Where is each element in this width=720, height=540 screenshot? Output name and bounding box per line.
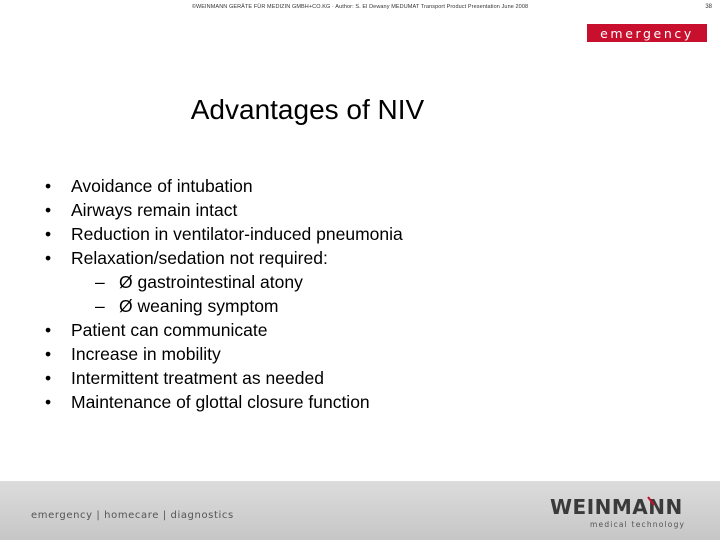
bullet-item [0,222,700,246]
bullet-marker: • [45,344,52,364]
sub-bullet-item [0,294,700,318]
bullet-marker: • [45,224,52,244]
bullet-item [0,246,700,270]
bullet-text: Intermittent treatment as needed [71,368,324,388]
bullet-marker: • [45,320,52,340]
footer-bar [0,481,720,540]
logo-wordmark: WEINMANN [550,495,683,519]
bullet-item [0,342,700,366]
bullet-text: Maintenance of glottal closure function [71,392,370,412]
bullet-list [0,174,700,414]
sub-bullet-item [0,270,700,294]
bullet-text: Relaxation/sedation not required: [71,248,328,268]
logo-tagline: medical technology [590,520,686,529]
bullet-item [0,390,700,414]
bullet-marker: • [45,200,52,220]
bullet-text: Avoidance of intubation [71,176,253,196]
brand-badge: emergency [587,24,707,42]
bullet-item [0,366,700,390]
dash-marker: – [95,272,105,292]
bullet-marker: • [45,392,52,412]
bullet-text: Patient can communicate [71,320,268,340]
page-number: 38 [705,4,712,10]
bullet-text: Reduction in ventilator-induced pneumonia [71,224,403,244]
footer-tagline: emergency | homecare | diagnostics [31,510,234,521]
bullet-item [0,198,700,222]
bullet-text: Increase in mobility [71,344,221,364]
bullet-item [0,174,700,198]
bullet-text: Ø weaning symptom [119,296,279,316]
logo-swoosh-icon [550,495,700,537]
bullet-item [0,318,700,342]
bullet-marker: • [45,368,52,388]
bullet-marker: • [45,176,52,196]
header-note: ©WEINMANN GERÄTE FÜR MEDIZIN GMBH+CO.KG · Author: S. El Dewany MEDUMAT Transport Product Presentation June 2008 [191,4,529,10]
company-logo [550,495,700,537]
bullet-marker: • [45,248,52,268]
bullet-text: Ø gastrointestinal atony [119,272,303,292]
bullet-text: Airways remain intact [71,200,238,220]
slide-title: Advantages of NIV [190,94,425,125]
dash-marker: – [95,296,105,316]
